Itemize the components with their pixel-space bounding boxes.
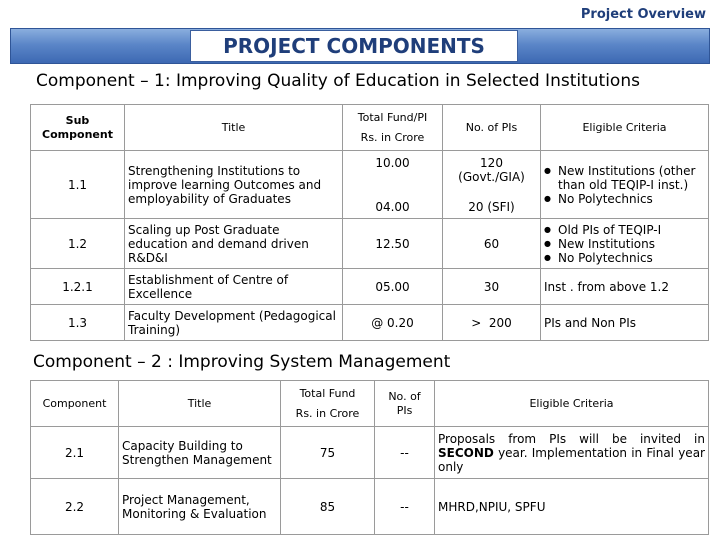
criteria-item: ● New Institutions (other than old TEQIP-I inst.)	[544, 164, 705, 192]
row-title: Establishment of Centre of Excellence	[125, 269, 343, 305]
row-criteria: PIs and Non PIs	[541, 305, 709, 341]
component-1-table	[30, 104, 709, 341]
row-fund: 85	[281, 479, 375, 535]
header-fund-line2: Rs. in Crore	[295, 406, 360, 420]
component-2-table	[30, 380, 709, 535]
row-criteria	[541, 151, 709, 219]
table-row	[31, 151, 709, 219]
criteria-item: ● Old PIs of TEQIP-I	[544, 223, 705, 237]
slide-section-label: Project Overview	[580, 7, 706, 22]
header-component: Component	[31, 381, 119, 427]
table-header-row	[31, 381, 709, 427]
row-title: Project Management, Monitoring & Evaluation	[119, 479, 281, 535]
header-total-fund	[281, 381, 375, 427]
row-fund: @ 0.20	[343, 305, 443, 341]
table-header-row	[31, 105, 709, 151]
table-row	[31, 479, 709, 535]
criteria-text: Proposals from PIs will be invited in	[438, 431, 705, 446]
pis-value-a: 120 (Govt./GIA)	[458, 155, 525, 184]
row-title: Faculty Development (Pedagogical Training)	[125, 305, 343, 341]
row-id: 2.1	[31, 427, 119, 479]
header-pis-line2: PIs	[396, 403, 413, 417]
row-title: Strengthening Institutions to improve learning Outcomes and employability of Graduates	[125, 151, 343, 219]
header-eligible-criteria: Eligible Criteria	[435, 381, 709, 427]
row-pis: 60	[443, 219, 541, 269]
row-fund: 12.50	[343, 219, 443, 269]
criteria-item: ● No Polytechnics	[544, 192, 705, 206]
row-id: 1.3	[31, 305, 125, 341]
fund-value-a: 10.00	[375, 155, 410, 170]
criteria-text: year. Implementation in Final year only	[438, 445, 705, 474]
header-sub-component: Sub Component	[31, 105, 125, 151]
row-pis: > 200	[443, 305, 541, 341]
row-pis: --	[375, 427, 435, 479]
table-row	[31, 427, 709, 479]
criteria-item: ● No Polytechnics	[544, 251, 705, 265]
pis-value-b: 20 (SFI)	[468, 199, 515, 214]
row-id: 1.1	[31, 151, 125, 219]
row-criteria	[435, 427, 709, 479]
row-criteria: MHRD,NPIU, SPFU	[435, 479, 709, 535]
row-criteria: Inst . from above 1.2	[541, 269, 709, 305]
row-fund	[343, 151, 443, 219]
row-id: 1.2	[31, 219, 125, 269]
row-pis: 30	[443, 269, 541, 305]
row-title: Capacity Building to Strengthen Management	[119, 427, 281, 479]
row-fund: 75	[281, 427, 375, 479]
row-title: Scaling up Post Graduate education and demand driven R&D&I	[125, 219, 343, 269]
slide-title: PROJECT COMPONENTS	[223, 34, 485, 58]
row-fund: 05.00	[343, 269, 443, 305]
header-fund-line2: Rs. in Crore	[360, 130, 425, 144]
component-1-heading: Component – 1: Improving Quality of Education in Selected Institutions	[36, 71, 640, 91]
header-no-of-pis: No. of PIs	[443, 105, 541, 151]
table-row	[31, 219, 709, 269]
row-criteria	[541, 219, 709, 269]
header-title: Title	[125, 105, 343, 151]
header-total-fund	[343, 105, 443, 151]
row-id: 2.2	[31, 479, 119, 535]
table-row	[31, 269, 709, 305]
table-row	[31, 305, 709, 341]
header-fund-line1: Total Fund	[299, 386, 356, 400]
row-pis	[443, 151, 541, 219]
fund-value-b: 04.00	[375, 199, 410, 214]
criteria-item: ● New Institutions	[544, 237, 705, 251]
row-id: 1.2.1	[31, 269, 125, 305]
header-pis-line1: No. of	[388, 389, 421, 403]
header-fund-line1: Total Fund/PI	[357, 110, 428, 124]
header-no-of-pis	[375, 381, 435, 427]
component-2-heading: Component – 2 : Improving System Management	[33, 352, 451, 372]
header-title: Title	[119, 381, 281, 427]
row-pis: --	[375, 479, 435, 535]
header-eligible-criteria: Eligible Criteria	[541, 105, 709, 151]
criteria-emphasis: SECOND	[438, 445, 494, 460]
